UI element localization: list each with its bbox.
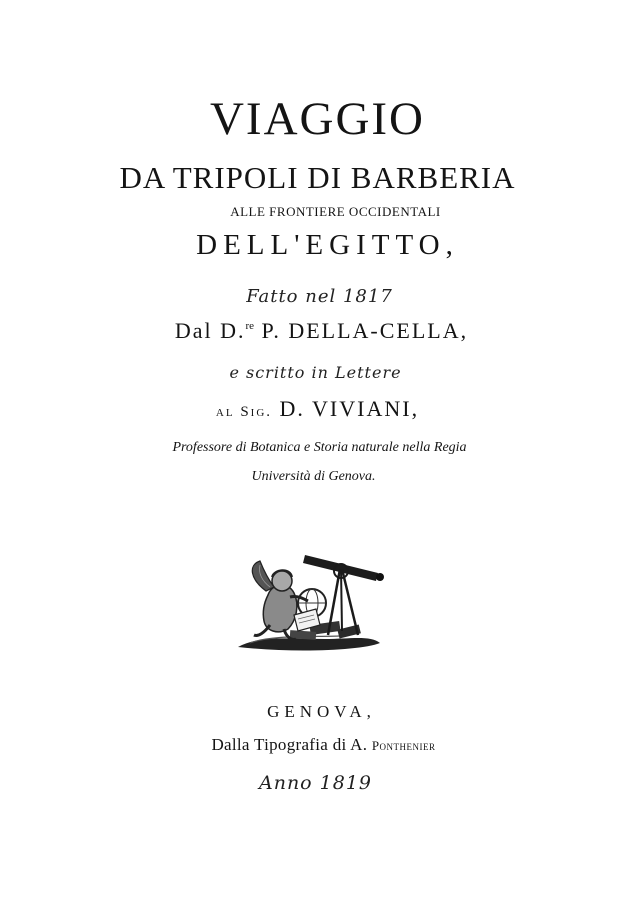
subtitle-line-3: DELL'EGITTO,: [196, 229, 459, 261]
dedication-line: [0, 396, 635, 422]
imprint-city: GENOVA,: [267, 702, 376, 721]
cherub-with-telescope-engraving-icon: [230, 535, 390, 660]
dedication-prefix: al Sig.: [215, 404, 273, 420]
imprint-printer-line: [6, 735, 635, 755]
author-name: P. DELLA-CELLA,: [261, 318, 469, 343]
subtitle-line-2: ALLE FRONTIERE OCCIDENTALI: [230, 204, 441, 219]
imprint-printer-prefix: Dalla Tipografia di A.: [211, 735, 368, 754]
dedicatee-title-line-1: Professore di Botanica e Storia naturale nella Regia: [172, 440, 467, 455]
imprint-year: Anno 1819: [258, 772, 373, 794]
imprint-printer-name: Ponthenier: [371, 738, 436, 753]
author-prefix: Dal D.: [174, 318, 246, 343]
written-in-letters-line: e scritto in Lettere: [229, 363, 402, 382]
author-line: [4, 318, 635, 344]
date-made-line: Fatto nel 1817: [246, 286, 393, 307]
dedicatee-title-line-2: Università di Genova.: [251, 469, 376, 484]
dedication-name: D. VIVIANI,: [279, 396, 420, 421]
subtitle-line-1: DA TRIPOLI DI BARBERIA: [119, 160, 516, 195]
author-prefix-superscript: re: [245, 320, 255, 332]
book-title: VIAGGIO: [209, 93, 425, 145]
